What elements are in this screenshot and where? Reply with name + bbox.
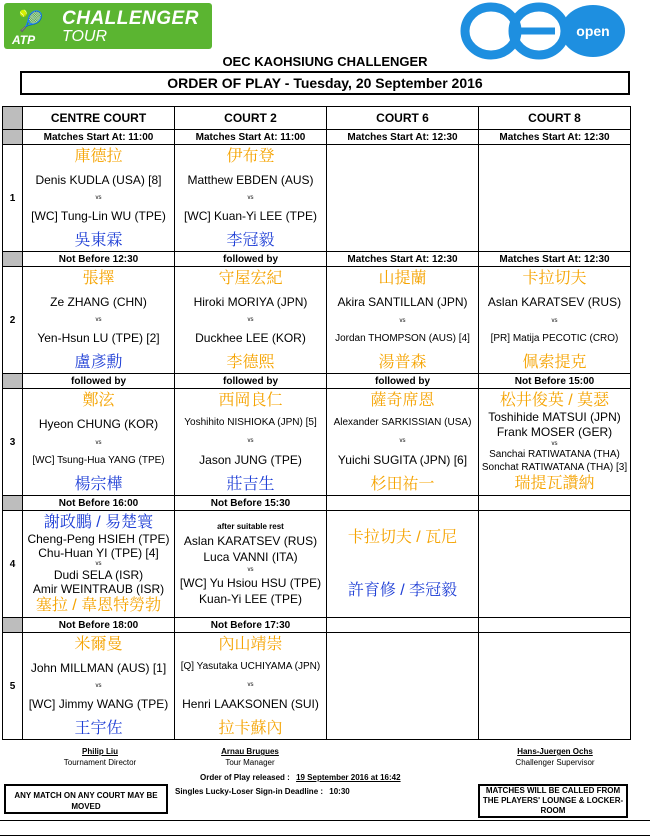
team1-chinese-names: 卡拉切夫 / 瓦尼: [347, 529, 458, 546]
empty-cell: [327, 145, 479, 252]
vs-label: vs: [95, 683, 102, 689]
player2-chinese-name: 佩索提克: [522, 353, 587, 371]
player2-chinese-name: 杉田祐一: [370, 475, 435, 493]
vs-label: vs: [399, 318, 406, 324]
player1-chinese-name: 薩奇席恩: [370, 391, 435, 409]
time-label: Not Before 16:00: [23, 496, 175, 511]
time-label: Not Before 15:00: [479, 374, 631, 389]
time-label: Not Before 15:30: [175, 496, 327, 511]
vs-label: vs: [247, 195, 254, 201]
director-name: Philip Liu: [82, 747, 118, 756]
atp-text: ATP: [12, 33, 36, 47]
time-label: [479, 618, 631, 633]
director-role: Tournament Director: [63, 758, 137, 767]
empty-cell: [479, 511, 631, 618]
time-row: [3, 374, 631, 389]
time-label: [479, 496, 631, 511]
vs-label: vs: [247, 438, 254, 444]
match-cell: [175, 633, 327, 740]
player2-chinese-name: 楊宗樺: [74, 475, 123, 493]
time-label: Matches Start At: 12:30: [479, 252, 631, 267]
team1-chinese-names: 謝政鵬 / 易楚寰: [43, 513, 154, 531]
team1-player2-name: Frank MOSER (GER): [496, 425, 613, 440]
vs-label: vs: [247, 567, 254, 573]
player2-name: Duckhee LEE (KOR): [195, 331, 306, 346]
player1-chinese-name: 內山靖崇: [218, 635, 283, 653]
match-cell: [23, 267, 175, 374]
time-label: Not Before 17:30: [175, 618, 327, 633]
player1-chinese-name: 張擇: [82, 269, 115, 287]
player1-chinese-name: 鄭泫: [82, 391, 115, 409]
challenger-text: CHALLENGER: [62, 8, 199, 29]
team1-player2-name: Chu-Huan YI (TPE) [4]: [38, 545, 159, 560]
time-label: followed by: [175, 252, 327, 267]
player2-name: Yen-Hsun LU (TPE) [2]: [37, 331, 160, 346]
vs-label: vs: [399, 438, 406, 444]
player2-name: [WC] Kuan-Yi LEE (TPE): [184, 209, 317, 224]
player2-chinese-name: 拉卡蘇內: [218, 719, 283, 737]
player2-name: [WC] Jimmy WANG (TPE): [28, 697, 169, 712]
empty-cell: [479, 145, 631, 252]
player2-name: [WC] Tung-Lin WU (TPE): [31, 209, 166, 224]
court-header: CENTRE COURT: [23, 107, 175, 130]
supervisor-role: Challenger Supervisor: [515, 758, 595, 767]
player1-chinese-name: 庫德拉: [74, 147, 123, 165]
team2-player2-name: Kuan-Yi LEE (TPE): [199, 592, 302, 606]
player1-name: Yoshihito NISHIOKA (JPN) [5]: [184, 417, 317, 429]
team1-player2-name: Luca VANNI (ITA): [203, 550, 298, 564]
atp-challenger-logo: [4, 3, 212, 49]
player2-chinese-name: 湯普森: [378, 353, 427, 371]
vs-label: vs: [247, 317, 254, 323]
time-label: followed by: [327, 374, 479, 389]
match-row: [3, 633, 631, 740]
tournament-title: OEC KAOHSIUNG CHALLENGER: [222, 54, 428, 69]
vs-label: vs: [95, 560, 102, 567]
released-value: 19 September 2016 at 16:42: [296, 773, 401, 782]
player2-name: [PR] Matija PECOTIC (CRO): [490, 332, 619, 344]
start-time: Matches Start At: 12:30: [479, 130, 631, 145]
team2-chinese-names: 瑞提瓦讚納: [514, 475, 595, 493]
released-label: Order of Play released :: [200, 773, 290, 782]
manager-block: [180, 746, 320, 768]
start-time: Matches Start At: 12:30: [327, 130, 479, 145]
match-cell: [327, 511, 479, 618]
player2-name: Jason JUNG (TPE): [199, 452, 302, 467]
match-cell: [479, 267, 631, 374]
time-label: followed by: [175, 374, 327, 389]
player1-name: Hyeon CHUNG (KOR): [38, 417, 159, 432]
player1-name: Denis KUDLA (USA) [8]: [35, 172, 162, 187]
vs-label: vs: [551, 318, 558, 324]
team1-player1-name: Toshihide MATSUI (JPN): [488, 410, 621, 425]
row-number: 4: [3, 511, 23, 618]
released-line: [200, 772, 480, 783]
team1-player1-name: Aslan KARATSEV (RUS): [183, 534, 318, 548]
team2-player2-name: Sonchat RATIWATANA (THA) [3]: [481, 461, 628, 473]
team2-chinese-names: 塞拉 / 韋恩特勞勃: [35, 597, 162, 615]
match-cell: [175, 145, 327, 252]
time-row: [3, 252, 631, 267]
player1-name: Alexander SARKISSIAN (USA): [333, 417, 472, 429]
oec-open-logo: [455, 0, 635, 62]
bottom-border: [0, 820, 650, 836]
vs-label: vs: [95, 317, 102, 323]
court-header: COURT 2: [175, 107, 327, 130]
match-row: [3, 145, 631, 252]
player1-name: [Q] Yasutaka UCHIYAMA (JPN): [180, 661, 321, 673]
after-rest-note: after suitable rest: [217, 522, 284, 531]
match-cell: [175, 389, 327, 496]
player1-name: Ze ZHANG (CHN): [50, 294, 147, 309]
player1-chinese-name: 西岡良仁: [218, 391, 283, 409]
player1-name: Matthew EBDEN (AUS): [187, 172, 314, 187]
match-cell: [23, 511, 175, 618]
start-time-row: [3, 130, 631, 145]
director-block: [30, 746, 170, 768]
player2-name: Jordan THOMPSON (AUS) [4]: [335, 332, 470, 344]
match-cell: [23, 633, 175, 740]
player1-chinese-name: 伊布登: [226, 147, 275, 165]
time-row: [3, 618, 631, 633]
row-number: 5: [3, 633, 23, 740]
empty-cell: [479, 633, 631, 740]
lucky-loser-line: [175, 786, 475, 797]
player2-name: [WC] Tsung-Hua YANG (TPE): [32, 454, 165, 466]
time-label: [327, 618, 479, 633]
row-number: 1: [3, 145, 23, 252]
player1-chinese-name: 守屋宏紀: [218, 269, 283, 287]
match-cell: [175, 267, 327, 374]
supervisor-block: [480, 746, 630, 768]
empty-cell: [327, 633, 479, 740]
time-row: [3, 496, 631, 511]
player1-name: Akira SANTILLAN (JPN): [337, 295, 468, 310]
player2-name: Henri LAAKSONEN (SUI): [182, 696, 319, 711]
lucky-loser-label: Singles Lucky-Loser Sign-in Deadline :: [175, 787, 324, 796]
match-cell: [479, 389, 631, 496]
match-cell: [23, 145, 175, 252]
start-time: Matches Start At: 11:00: [175, 130, 327, 145]
team2-player2-name: Amir WEINTRAUB (ISR): [32, 582, 165, 597]
time-label: Not Before 18:00: [23, 618, 175, 633]
court-header: COURT 6: [327, 107, 479, 130]
time-label: followed by: [23, 374, 175, 389]
tour-text: TOUR: [62, 28, 108, 45]
row-number: 3: [3, 389, 23, 496]
team2-player1-name: [WC] Yu Hsiou HSU (TPE): [179, 576, 322, 590]
player1-chinese-name: 卡拉切夫: [522, 269, 587, 287]
order-of-play-title: ORDER OF PLAY - Tuesday, 20 September 2016: [20, 71, 630, 95]
match-cell: [327, 389, 479, 496]
player1-chinese-name: 米爾曼: [74, 635, 123, 653]
court-header: COURT 8: [479, 107, 631, 130]
players-lounge-notice: MATCHES WILL BE CALLED FROM THE PLAYERS' LOUNGE & LOCKER-ROOM: [478, 784, 628, 818]
start-time: Matches Start At: 11:00: [23, 130, 175, 145]
lucky-loser-value: 10:30: [329, 787, 350, 796]
vs-label: vs: [551, 440, 558, 447]
vs-label: vs: [95, 440, 102, 446]
player1-name: John MILLMAN (AUS) [1]: [30, 660, 167, 675]
team1-player1-name: Cheng-Peng HSIEH (TPE): [27, 531, 170, 546]
manager-role: Tour Manager: [225, 758, 275, 767]
player1-name: Hiroki MORIYA (JPN): [193, 294, 308, 309]
team2-player1-name: Dudi SELA (ISR): [53, 568, 144, 583]
match-row: [3, 267, 631, 374]
any-match-notice: ANY MATCH ON ANY COURT MAY BE MOVED: [4, 784, 168, 814]
team2-player1-name: Sanchai RATIWATANA (THA): [489, 448, 620, 460]
player2-chinese-name: 李德熙: [226, 353, 275, 371]
player2-chinese-name: 莊吉生: [226, 475, 275, 493]
player2-chinese-name: 王宇佐: [74, 719, 123, 737]
team2-chinese-names: 許育修 / 李冠毅: [347, 582, 458, 599]
player2-chinese-name: 盧彥勳: [74, 353, 123, 371]
open-text: open: [576, 23, 610, 39]
order-of-play-table: [2, 106, 631, 740]
player1-name: Aslan KARATSEV (RUS): [487, 295, 622, 310]
tennis-player-icon: 🎾: [18, 11, 44, 33]
team1-chinese-names: 松井俊英 / 莫瑟: [499, 391, 610, 409]
time-label: Not Before 12:30: [23, 252, 175, 267]
match-row: [3, 511, 631, 618]
match-cell: [327, 267, 479, 374]
match-row: [3, 389, 631, 496]
row-number: 2: [3, 267, 23, 374]
manager-name: Arnau Brugues: [221, 747, 279, 756]
match-cell: [23, 389, 175, 496]
player2-chinese-name: 吳東霖: [74, 231, 123, 249]
vs-label: vs: [95, 195, 102, 201]
vs-label: vs: [247, 682, 254, 688]
time-label: Matches Start At: 12:30: [327, 252, 479, 267]
player2-chinese-name: 李冠毅: [226, 231, 275, 249]
supervisor-name: Hans-Juergen Ochs: [517, 747, 593, 756]
time-label: [327, 496, 479, 511]
player2-name: Yuichi SUGITA (JPN) [6]: [337, 452, 468, 467]
match-cell: [175, 511, 327, 618]
court-header-row: [3, 107, 631, 130]
player1-chinese-name: 山提蘭: [378, 269, 427, 287]
